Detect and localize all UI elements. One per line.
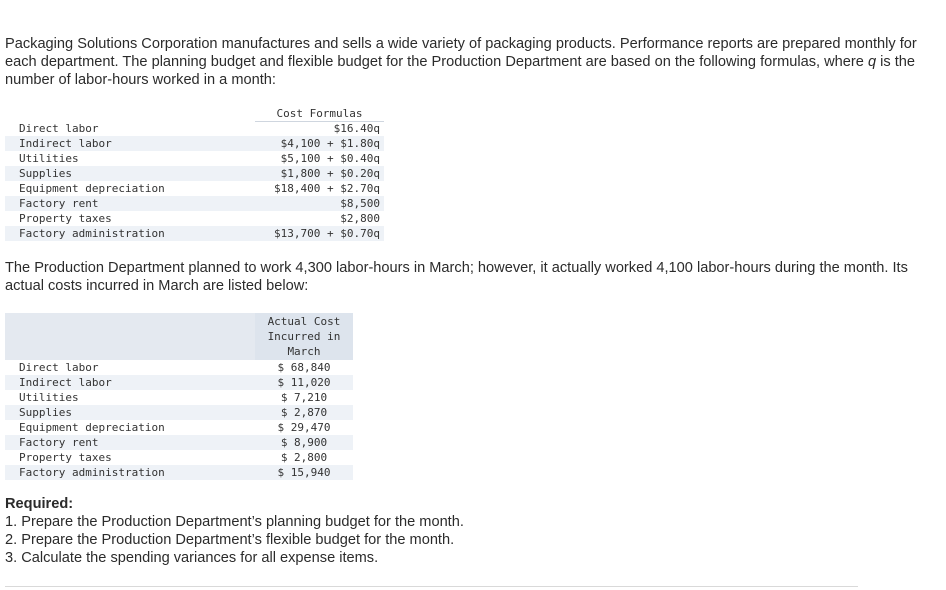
required-item: 1. Prepare the Production Department’s planning budget for the month. [5, 514, 464, 530]
row-label: Factory administration [5, 465, 255, 480]
row-value: $16.40q [333, 122, 380, 135]
row-label: Utilities [19, 152, 79, 165]
row-value: $1,800 + $0.20q [255, 166, 384, 181]
table-row [5, 420, 353, 435]
table-row [5, 405, 353, 420]
table-row [5, 435, 353, 450]
required-title: Required: [5, 496, 74, 512]
table-row [5, 121, 384, 136]
table-row [5, 360, 353, 375]
actual-costs-header-row [5, 313, 353, 360]
intro-paragraph [5, 35, 935, 89]
row-label: Factory administration [5, 226, 255, 241]
row-value: $2,800 [340, 212, 380, 225]
row-label: Factory rent [5, 435, 255, 450]
row-value: $ 29,470 [277, 421, 331, 434]
row-label: Utilities [19, 391, 79, 404]
cost-formulas-table [5, 106, 384, 241]
row-value: $8,500 [255, 196, 384, 211]
row-label: Factory rent [5, 196, 255, 211]
table-row [5, 450, 353, 465]
table-row [5, 465, 353, 480]
table-row [5, 375, 353, 390]
cost-formulas-header: Cost Formulas [255, 106, 384, 122]
row-label: Equipment depreciation [19, 421, 165, 434]
required-item: 2. Prepare the Production Department’s flexible budget for the month. [5, 532, 455, 548]
row-label: Supplies [5, 166, 255, 181]
row-value: $13,700 + $0.70q [255, 226, 384, 241]
cost-formulas-header-row [5, 106, 384, 121]
table-row [5, 390, 353, 405]
row-label: Property taxes [19, 451, 112, 464]
row-value: $ 2,800 [280, 451, 328, 464]
table-row [5, 136, 384, 151]
required-section [5, 495, 464, 567]
row-value: $5,100 + $0.40q [280, 152, 380, 165]
row-label: Indirect labor [5, 136, 255, 151]
required-item: 3. Calculate the spending variances for all expense items. [5, 550, 379, 566]
row-value: $ 68,840 [277, 361, 331, 374]
row-label: Direct labor [19, 361, 99, 374]
middle-paragraph: The Production Department planned to work 4,300 labor-hours in March; however, it actually worked 4,100 labor-hours during the month. Its actual costs incurred in March are listed below: [5, 260, 908, 294]
row-label: Equipment depreciation [19, 182, 165, 195]
row-value: $4,100 + $1.80q [255, 136, 384, 151]
intro-variable: q [867, 54, 877, 70]
intro-text-before: Packaging Solutions Corporation manufactures and sells a wide variety of packaging products. Performance reports are prepared monthly for each department. The planning budget and flexible budget for the Production Department are based on the following formulas, where [5, 36, 917, 70]
table-row [5, 166, 384, 181]
bottom-divider [5, 586, 858, 587]
table-row [5, 196, 384, 211]
row-label: Indirect labor [5, 375, 255, 390]
row-label: Property taxes [19, 212, 112, 225]
row-value: $ 15,940 [255, 465, 353, 480]
intro-text-after: is the number of labor-hours worked in a month: [5, 54, 915, 88]
row-value: $ 11,020 [255, 375, 353, 390]
row-value: $ 2,870 [255, 405, 353, 420]
table-row [5, 226, 384, 241]
row-label: Direct labor [19, 122, 99, 135]
table-row [5, 181, 384, 196]
table-row [5, 211, 384, 226]
actual-costs-table [5, 313, 353, 480]
row-value: $ 7,210 [280, 391, 328, 404]
row-label: Supplies [5, 405, 255, 420]
table-row [5, 151, 384, 166]
actual-costs-header: Actual Cost Incurred in March [255, 313, 353, 360]
row-value: $ 8,900 [255, 435, 353, 450]
row-value: $18,400 + $2.70q [274, 182, 380, 195]
